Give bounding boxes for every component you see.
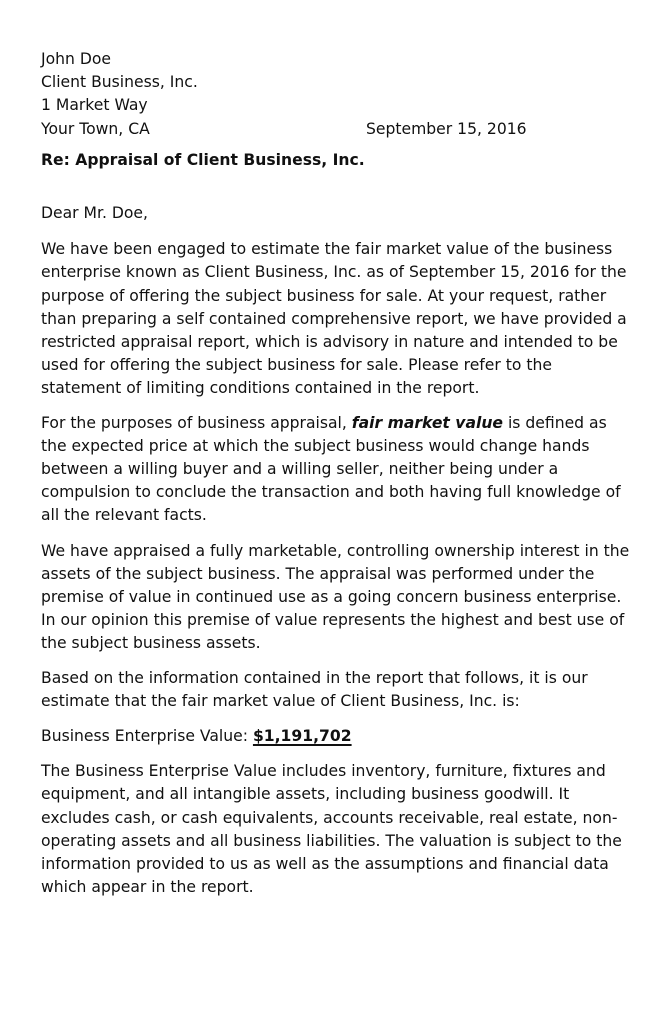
recipient-city: Your Town, CA [41,119,150,138]
definition-body: is defined as the expected price at which the subject business would change hands between a willing buyer and a willing seller, neither being under a compulsion to conclude the transaction and both having full knowledge of all the relevant facts. [41,413,621,525]
recipient-city-row [41,118,631,141]
enterprise-value-amount: $1,191,702 [252,727,352,746]
paragraph-inclusions: The Business Enterprise Value includes inventory, furniture, fixtures and equipment, and all intangible assets, including business goodwill. It excludes cash, or cash equivalents, accounts receivable, real estate, non-operating assets and all business liabilities. The valuation is subject to the information provided to us as well as the assumptions and financial data which appear in the report. [41,762,622,897]
salutation: Dear Mr. Doe, [41,204,148,223]
paragraph-scope: We have appraised a fully marketable, controlling ownership interest in the assets of the subject business. The appraisal was performed under the premise of value in continued use as a going concern business enterprise. In our opinion this premise of value represents the highest and best use of the subject business assets. [41,541,630,653]
paragraph-engagement: We have been engaged to estimate the fair market value of the business enterprise known as Client Business, Inc. as of September 15, 2016 for the purpose of offering the subject business for sale. At your request, rather than preparing a self contained comprehensive report, we have provided a restricted appraisal report, which is advisory in nature and intended to be used for offering the subject business for sale. Please refer to the statement of limiting conditions contained in the report. [41,240,627,398]
recipient-company: Client Business, Inc. [41,73,198,92]
recipient-street: 1 Market Way [41,96,148,115]
definition-term: fair market value [351,413,504,432]
paragraph-estimate: Based on the information contained in the report that follows, it is our estimate that the fair market value of Client Business, Inc. is: [41,668,588,710]
paragraph-definition [41,412,631,528]
recipient-name: John Doe [41,50,112,68]
definition-intro: For the purposes of business appraisal, [41,413,352,432]
enterprise-value-line [41,725,631,748]
subject-line: Re: Appraisal of Client Business, Inc. [41,150,365,169]
address-block [41,48,631,141]
letter [41,48,631,900]
enterprise-value-label: Business Enterprise Value: [41,727,253,746]
letter-date: September 15, 2016 [366,119,527,138]
